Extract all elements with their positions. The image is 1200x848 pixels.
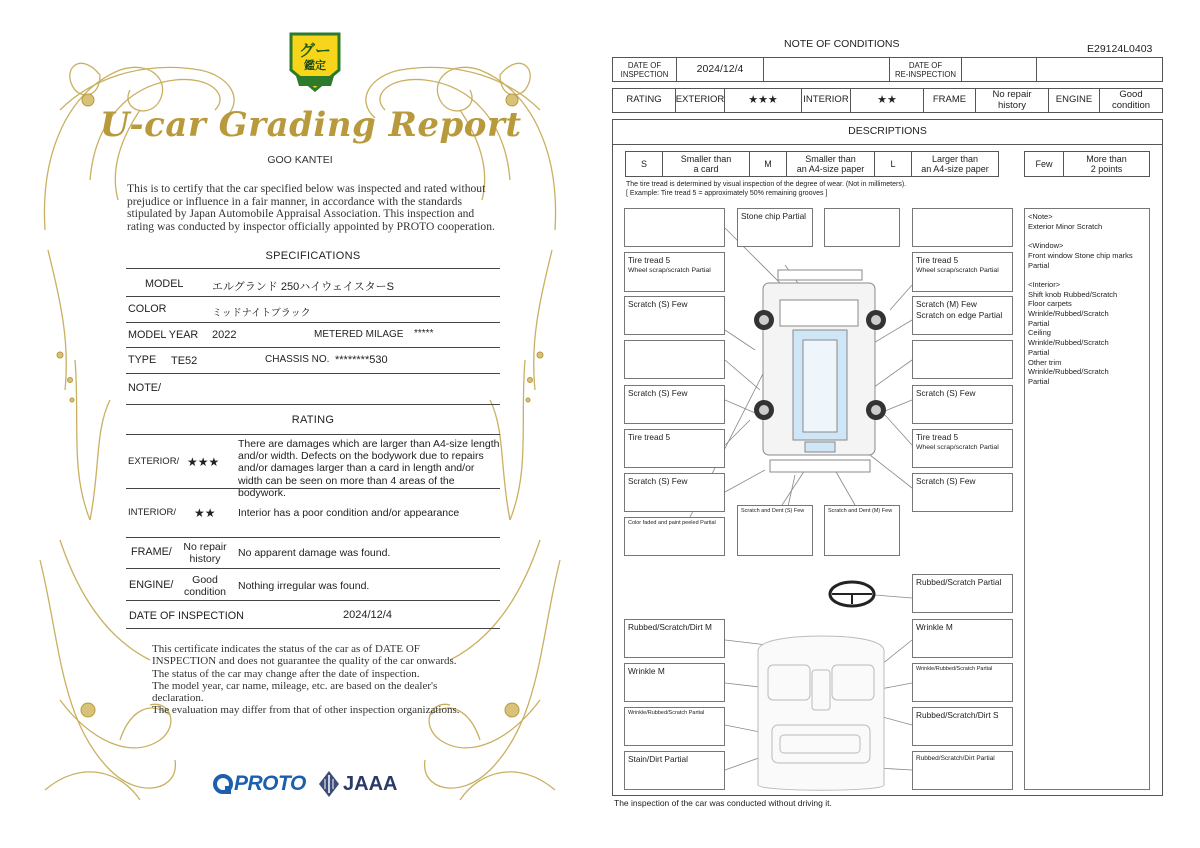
color-value: ミッドナイトブラック xyxy=(212,308,311,319)
doi-label-line2: INSPECTION xyxy=(620,69,669,79)
legend-l-desc-line1: Larger than xyxy=(931,154,979,164)
date-of-inspection-value: 2024/12/4 xyxy=(343,609,392,621)
divider xyxy=(126,434,500,435)
conditions-title: NOTE OF CONDITIONS xyxy=(784,38,900,50)
desc-box-int-left-3: Wrinkle/Rubbed/Scratch Partial xyxy=(624,707,725,746)
note-line: <Interior> xyxy=(1028,279,1061,289)
divider xyxy=(126,322,500,323)
steering-wheel-icon xyxy=(830,582,874,606)
reinsp-label-line1: DATE OF xyxy=(908,60,943,70)
desc-box-left-3: Scratch (S) Few xyxy=(624,473,725,512)
divider xyxy=(126,268,500,269)
date-of-inspection-label: DATE OF INSPECTION xyxy=(129,610,244,622)
frame-value-line2: history xyxy=(998,99,1026,111)
legend-s: S xyxy=(625,151,663,177)
note-line: Other trim xyxy=(1028,357,1062,367)
desc-box-left-rear-tire: Tire tread 5 xyxy=(624,429,725,468)
note-line: Shift knob Rubbed/Scratch xyxy=(1028,289,1118,299)
proto-mark-icon xyxy=(212,772,234,796)
exterior-stars: ★★★ xyxy=(187,455,220,469)
legend-s-desc-line1: Smaller than xyxy=(680,154,732,164)
proto-logo xyxy=(212,770,312,798)
legend-l: L xyxy=(874,151,912,177)
note-line: Wrinkle/Rubbed/Scratch xyxy=(1028,367,1109,377)
rating-heading: RATING xyxy=(291,414,335,426)
engine-value-line2: condition xyxy=(183,586,227,598)
desc-box-left-color: Color faded and paint peeled Partial xyxy=(624,517,725,556)
desc-box-left-2: Scratch (S) Few xyxy=(624,385,725,424)
divider xyxy=(126,600,500,601)
engine-value-line1: Good xyxy=(1119,89,1143,100)
model-year-value: 2022 xyxy=(212,329,237,341)
note-line: Exterior Minor Scratch xyxy=(1028,221,1103,231)
desc-box-bottom-dent-s: Scratch and Dent (S) Few xyxy=(737,505,813,556)
legend-m-desc-line2: an A4-size paper xyxy=(796,164,865,174)
model-label: MODEL xyxy=(145,278,184,290)
desc-text: Wheel scrap/scratch Partial xyxy=(916,266,999,274)
footer-line: INSPECTION and does not guarantee the quality of the car onwards. xyxy=(152,655,457,668)
desc-text: Tire tread 5 xyxy=(916,432,959,442)
frame-description: No apparent damage was found. xyxy=(238,547,391,559)
note-line: Wrinkle/Rubbed/Scratch xyxy=(1028,309,1109,318)
frame-label-cell: FRAME xyxy=(923,88,976,113)
doi-label-line1: DATE OF xyxy=(627,60,662,70)
exterior-stars-cell: ★★★ xyxy=(724,88,802,113)
desc-box-left-front-tire xyxy=(624,252,725,292)
legend-m-desc-line1: Smaller than xyxy=(805,154,856,164)
jaaa-text: JAAA xyxy=(343,773,398,795)
desc-box-top-center: Stone chip Partial xyxy=(737,208,813,247)
note-line: Wrinkle/Rubbed/Scratch xyxy=(1028,338,1109,348)
note-line: Partial xyxy=(1028,376,1050,386)
divider xyxy=(126,347,500,348)
proto-text: PROTO xyxy=(234,772,306,795)
footer-line: declaration. xyxy=(152,692,204,705)
interior-description: Interior has a poor condition and/or appearance xyxy=(238,507,460,519)
desc-box-right-1 xyxy=(912,296,1013,335)
exterior-description: There are damages which are larger than A4-size length and/or width. Defects on the bodywork due to repairs and/or damages larger than a card in length and/or width can be seen on more than 4 areas of the bodywork. xyxy=(238,438,500,499)
legend-s-desc-line2: a card xyxy=(693,164,719,174)
desc-box-bottom-dent-m: Scratch and Dent (M) Few xyxy=(824,505,900,556)
desc-box-int-left-1: Rubbed/Scratch/Dirt M xyxy=(624,619,725,658)
engine-value-line2: condition xyxy=(1111,99,1151,111)
legend-many-line1: More than xyxy=(1086,154,1127,164)
milage-label: METERED MILAGE xyxy=(314,329,404,340)
desc-box-right-3: Scratch (S) Few xyxy=(912,473,1013,512)
tire-note-line1: The tire tread is determined by visual inspection of the degree of wear. (Not in millimeters). xyxy=(626,181,907,188)
milage-value: ***** xyxy=(414,328,434,339)
desc-box-right-front-tire xyxy=(912,252,1013,292)
badge-top-text: グー xyxy=(298,43,331,60)
desc-text: Wheel scrap/scratch Partial xyxy=(916,443,999,451)
conditions-footer: The inspection of the car was conducted without driving it. xyxy=(614,798,832,808)
desc-box xyxy=(912,208,1013,247)
note-line: <Window> xyxy=(1028,241,1064,251)
tire-note-line2: [ Example: Tire tread 5 = approximately 50% remaining grooves ] xyxy=(626,190,828,197)
note-spacer xyxy=(1028,270,1146,280)
note-line: Partial xyxy=(1028,318,1050,328)
desc-box-right-rear-tire xyxy=(912,429,1013,468)
divider xyxy=(126,373,500,374)
engine-value-line1: Good xyxy=(192,574,218,586)
report-title: U-car Grading Report xyxy=(100,105,522,145)
note-of-conditions-page xyxy=(600,0,1200,848)
desc-text: Wheel scrap/scratch Partial xyxy=(628,266,711,274)
chassis-label: CHASSIS NO. xyxy=(265,354,330,365)
desc-text: Scratch (M) Few xyxy=(916,299,977,309)
type-label: TYPE xyxy=(128,354,157,366)
model-value: エルグランド 250ハイウェイスターS xyxy=(212,281,394,293)
desc-text: Scratch on edge Partial xyxy=(916,309,1003,320)
desc-box-int-right-3: Rubbed/Scratch/Dirt S xyxy=(912,707,1013,746)
note-line: Ceiling xyxy=(1028,328,1051,338)
interior-label-cell: INTERIOR xyxy=(801,88,851,113)
descriptions-heading: DESCRIPTIONS xyxy=(848,125,927,137)
legend-l-desc-line2: an A4-size paper xyxy=(921,164,989,174)
desc-box-int-left-4: Stain/Dirt Partial xyxy=(624,751,725,790)
legend-many-line2: 2 points xyxy=(1090,164,1123,174)
doi-value-cell: 2024/12/4 xyxy=(676,57,764,82)
interior-diagram xyxy=(758,636,884,790)
footer-line: The evaluation may differ from that of other inspection organizations. xyxy=(152,704,460,717)
desc-box-int-right-4: Rubbed/Scratch/Dirt Partial xyxy=(912,751,1013,790)
frame-value-line2: history xyxy=(189,553,221,565)
exterior-label-cell: EXTERIOR xyxy=(675,88,725,113)
desc-box-steering: Rubbed/Scratch Partial xyxy=(912,574,1013,613)
legend-few: Few xyxy=(1024,151,1064,177)
desc-box xyxy=(824,208,900,247)
desc-box xyxy=(624,340,725,379)
note-line: Partial xyxy=(1028,347,1050,357)
jaaa-logo xyxy=(318,770,398,798)
divider xyxy=(126,628,500,629)
divider xyxy=(126,568,500,569)
rating-label-cell: RATING xyxy=(612,88,676,113)
engine-description: Nothing irregular was found. xyxy=(238,580,370,592)
certificate-footer xyxy=(152,643,497,717)
footer-line: The model year, car name, mileage, etc. are based on the dealer's xyxy=(152,679,438,692)
desc-box xyxy=(912,340,1013,379)
engine-label: ENGINE/ xyxy=(129,579,174,591)
exterior-label: EXTERIOR/ xyxy=(128,456,180,467)
frame-value-line1: No repair xyxy=(992,89,1032,100)
footer-line: This certificate indicates the status of the car as of DATE OF xyxy=(152,643,420,655)
report-subtitle: GOO KANTEI xyxy=(267,154,333,166)
divider xyxy=(126,488,500,489)
desc-box-left-1: Scratch (S) Few xyxy=(624,296,725,335)
note-line: <Note> xyxy=(1028,212,1053,221)
model-year-label: MODEL YEAR xyxy=(128,329,199,341)
desc-box-int-left-2: Wrinkle M xyxy=(624,663,725,702)
note-line: Partial xyxy=(1028,260,1050,270)
document-id: E29124L0403 xyxy=(1087,43,1153,55)
divider xyxy=(126,537,500,538)
engine-label-cell: ENGINE xyxy=(1048,88,1100,113)
interior-stars-cell: ★★ xyxy=(850,88,924,113)
divider xyxy=(126,404,500,405)
certificate-intro: This is to certify that the car specified below was inspected and rated without prejudice or influence in a fair manner, in accordance with the standards stipulated by Japan Automobile Appraisal Association. This inspection and rating was conducted by inspector officially appointed by PROTO cooperation. xyxy=(127,182,495,234)
desc-box-right-2: Scratch (S) Few xyxy=(912,385,1013,424)
interior-label: INTERIOR/ xyxy=(128,507,177,518)
frame-label: FRAME/ xyxy=(131,546,172,558)
goo-kantei-badge-icon xyxy=(287,30,343,94)
desc-box-int-right-1: Wrinkle M xyxy=(912,619,1013,658)
desc-box-int-right-2: Wrinkle/Rubbed/Scratch Partial xyxy=(912,663,1013,702)
reinsp-label-line2: RE-INSPECTION xyxy=(894,69,957,79)
specs-heading: SPECIFICATIONS xyxy=(265,250,361,262)
interior-stars: ★★ xyxy=(194,506,216,520)
frame-value-line1: No repair xyxy=(183,541,227,553)
type-value: TE52 xyxy=(171,355,198,367)
chassis-value: ********530 xyxy=(335,354,388,366)
badge-main-text: 鑑定 xyxy=(304,60,326,72)
note-spacer xyxy=(1028,231,1146,241)
jaaa-mark-icon xyxy=(318,770,340,798)
color-label: COLOR xyxy=(128,303,167,315)
note-line: Front window Stone chip marks xyxy=(1028,250,1133,260)
desc-box xyxy=(624,208,725,247)
desc-text: Tire tread 5 xyxy=(916,255,959,265)
note-line: Floor carpets xyxy=(1028,299,1072,309)
notes-panel xyxy=(1024,208,1150,790)
desc-text: Tire tread 5 xyxy=(628,255,671,265)
legend-m: M xyxy=(749,151,787,177)
note-label: NOTE/ xyxy=(128,382,161,394)
divider xyxy=(126,296,500,297)
footer-line: The status of the car may change after the date of inspection. xyxy=(152,667,420,680)
